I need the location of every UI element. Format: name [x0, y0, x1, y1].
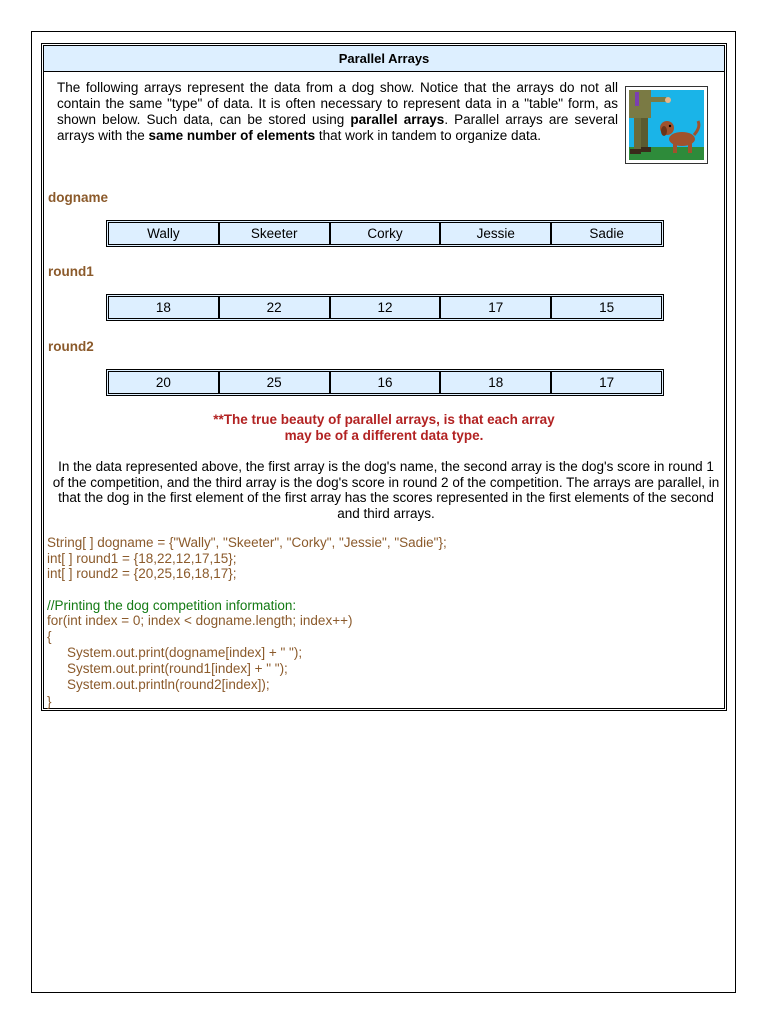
- code-block: [47, 535, 717, 709]
- array-cell: Wally: [109, 223, 220, 244]
- explanation-paragraph: In the data represented above, the first array is the dog's name, the second array is the dog's score in round 1 of the competition, and the third array is the dog's score in round 2 of the competition. The arrays are parallel, in that the dog in the first element of the first array has the scores represented in the first elements of the second and third arrays.: [52, 459, 720, 521]
- same-number-term: same number of elements: [148, 128, 316, 143]
- array-cell: Corky: [331, 223, 442, 244]
- array-cell: Jessie: [441, 223, 552, 244]
- array-label-dogname: dogname: [48, 190, 109, 205]
- array-cell: 25: [220, 372, 331, 393]
- content-box: [41, 43, 727, 711]
- array-cell: 18: [109, 297, 220, 318]
- dog-show-illustration: [625, 86, 708, 164]
- intro-paragraph: The following arrays represent the data from a dog show. Notice that the arrays do not all contain the same "type" of data. It is often necessary to represent data in a "table" form, as shown below. Such data, can be stored using parallel arrays. Parallel arrays are several arrays with the same number of elements that work in tandem to organize data.: [57, 80, 618, 143]
- code-line: int[ ] round1 = {18,22,12,17,15};: [47, 550, 237, 566]
- code-line: String[ ] dogname = {"Wally", "Skeeter", "Corky", "Jessie", "Sadie"};: [47, 535, 447, 550]
- code-line: System.out.println(round2[index]);: [67, 677, 270, 693]
- array-table-round1: [106, 294, 664, 321]
- code-line: System.out.print(round1[index] + " ");: [67, 661, 288, 677]
- array-cell: 17: [441, 297, 552, 318]
- code-line: int[ ] round2 = {20,25,16,18,17};: [47, 566, 237, 582]
- array-cell: 17: [599, 375, 615, 390]
- code-line: }: [47, 693, 52, 709]
- code-line: for(int index = 0; index < dogname.length; index++): [47, 613, 353, 629]
- array-cell: 18: [441, 372, 552, 393]
- beauty-note: **The true beauty of parallel arrays, is that each array may be of a different data type.: [213, 412, 555, 443]
- array-cell: 20: [109, 372, 220, 393]
- array-label-round1: round1: [48, 264, 94, 279]
- parallel-arrays-term: parallel arrays: [350, 112, 445, 127]
- dog-show-picture: [626, 87, 707, 163]
- code-line: System.out.print(dogname[index] + " ");: [67, 644, 303, 660]
- code-blank-line: [47, 582, 717, 598]
- array-table-round2: [106, 369, 664, 396]
- array-cell: Skeeter: [220, 223, 331, 244]
- array-cell: 15: [599, 300, 615, 315]
- array-cell: 16: [331, 372, 442, 393]
- array-table-dogname: [106, 220, 664, 247]
- array-label-round2: round2: [48, 339, 94, 354]
- array-cell: 22: [220, 297, 331, 318]
- array-cell: 12: [331, 297, 442, 318]
- code-comment: //Printing the dog competition information:: [47, 597, 297, 613]
- array-cell: Sadie: [589, 226, 624, 241]
- section-title: Parallel Arrays: [44, 46, 724, 72]
- code-line: {: [47, 629, 52, 645]
